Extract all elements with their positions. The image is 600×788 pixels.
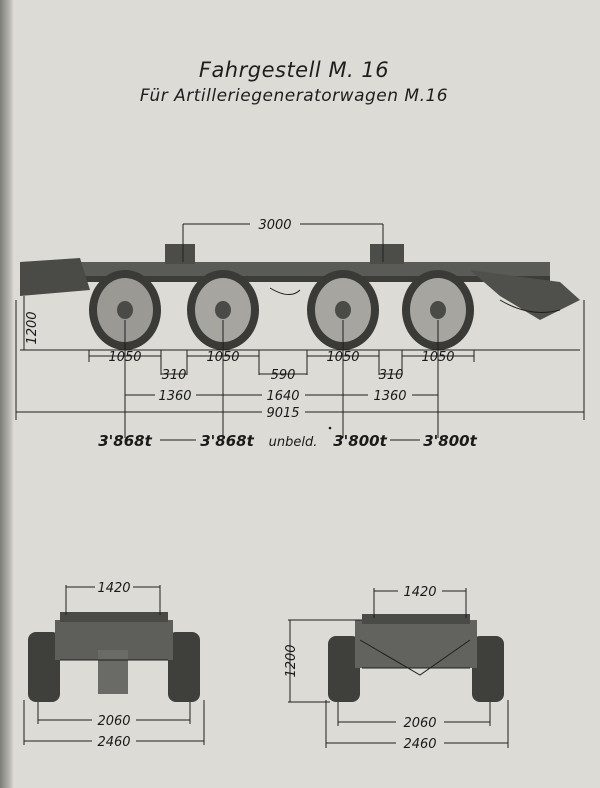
load-note: unbeld. xyxy=(268,435,318,450)
gap-dim-1: 310 xyxy=(161,368,187,383)
page-subtitle: Für Artilleriegeneratorwagen M.16 xyxy=(139,86,449,106)
rear-top-dim: 1420 xyxy=(403,585,437,600)
axle-load-1: 3'868t xyxy=(98,432,152,450)
front-outer-dim: 2460 xyxy=(97,735,131,750)
wheel-dim-1: 1050 xyxy=(108,350,142,365)
dim-height-side xyxy=(24,296,40,350)
total-length-label: 9015 xyxy=(266,406,300,421)
front-top-dim: 1420 xyxy=(97,581,131,596)
rear-outer-dim: 2460 xyxy=(403,737,437,752)
axle-load-2: 3'868t xyxy=(200,432,254,450)
dim-3000 xyxy=(183,218,383,262)
wheel-dim-3: 1050 xyxy=(326,350,360,365)
axle-load-3: 3'800t xyxy=(333,432,387,450)
wheel-dim-2: 1050 xyxy=(206,350,240,365)
axle-dim-1: 1360 xyxy=(158,389,192,404)
axle-dim-2: 1640 xyxy=(266,389,300,404)
axle-dim-3: 1360 xyxy=(373,389,407,404)
dim-gaps-row xyxy=(161,368,403,383)
rear-height-dim: 1200 xyxy=(284,644,299,678)
gap-dim-3: 310 xyxy=(378,368,404,383)
page-title: Fahrgestell M. 16 xyxy=(198,58,390,82)
axle-load-4: 3'800t xyxy=(423,432,477,450)
front-view-chassis xyxy=(28,612,200,702)
front-mid-dim: 2060 xyxy=(97,714,131,729)
wheel-dim-4: 1050 xyxy=(421,350,455,365)
dim-height-side-label: 1200 xyxy=(25,311,40,345)
axle-loads-row xyxy=(98,432,477,450)
dim-3000-label: 3000 xyxy=(258,218,292,233)
rear-view-chassis xyxy=(328,614,504,702)
rear-mid-dim: 2060 xyxy=(403,716,437,731)
gap-dim-2: 590 xyxy=(270,368,296,383)
